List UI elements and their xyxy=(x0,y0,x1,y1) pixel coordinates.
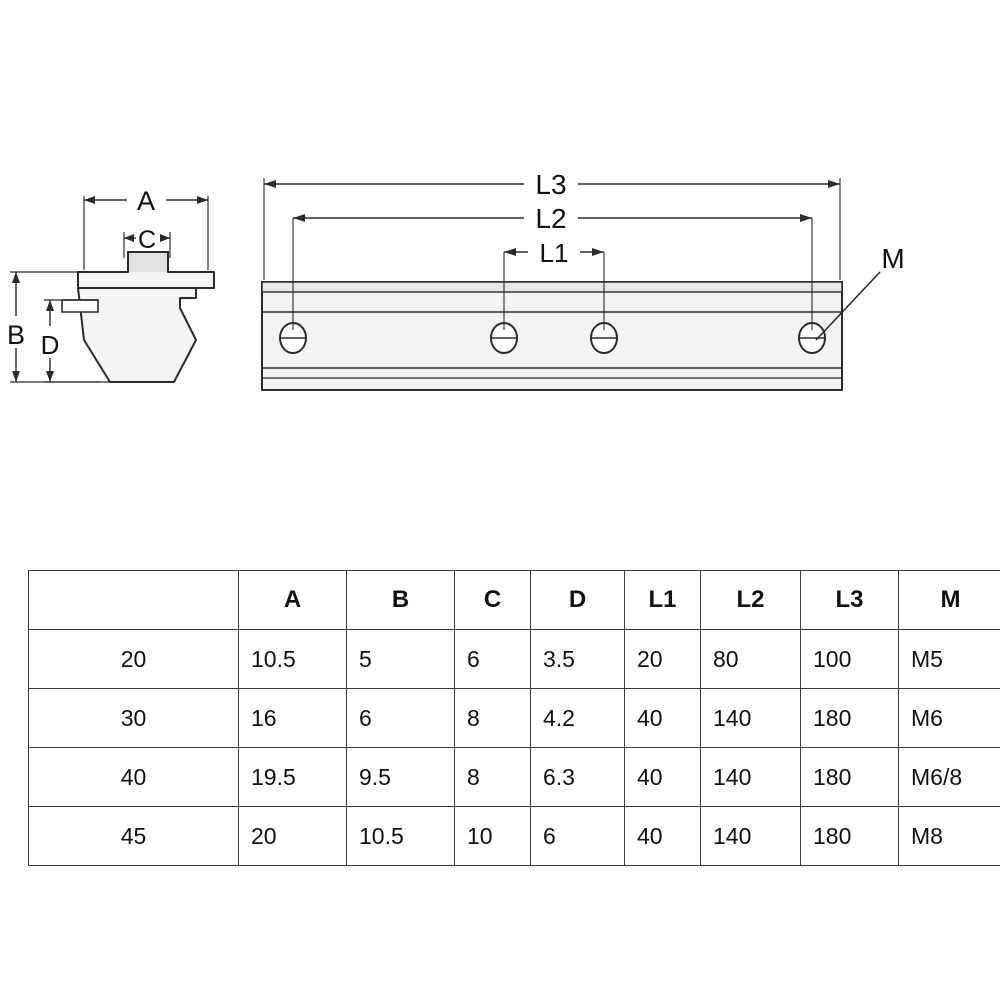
dim-l2-arrow-right xyxy=(800,214,812,222)
cell-l2: 80 xyxy=(701,630,801,689)
dim-d-arrow-bottom xyxy=(46,371,54,382)
table-row xyxy=(29,689,1000,748)
cell-d: 6 xyxy=(531,807,625,866)
cell-c: 8 xyxy=(455,689,531,748)
dim-l3-label: L3 xyxy=(535,169,567,200)
callout-m-label: M xyxy=(881,243,905,274)
cell-m: M5 xyxy=(899,630,1000,689)
cell-m: M6/8 xyxy=(899,748,1000,807)
cell-l2: 140 xyxy=(701,689,801,748)
cell-c: 10 xyxy=(455,807,531,866)
cell-size: 30 xyxy=(29,689,239,748)
dim-l3-arrow-left xyxy=(264,180,276,188)
dim-l1-arrow-left xyxy=(504,248,516,256)
dim-a-arrow-left xyxy=(84,196,95,204)
dimension-l1 xyxy=(504,238,604,268)
cell-b: 5 xyxy=(347,630,455,689)
cell-m: M8 xyxy=(899,807,1000,866)
cell-a: 20 xyxy=(239,807,347,866)
dim-c-arrow-right xyxy=(160,234,170,242)
table-header-m: M xyxy=(899,571,1000,630)
profile-side-step xyxy=(62,300,98,312)
table-header-row xyxy=(29,571,1000,630)
table-row xyxy=(29,630,1000,689)
cell-b: 9.5 xyxy=(347,748,455,807)
cell-l1: 40 xyxy=(625,748,701,807)
table-header-size xyxy=(29,571,239,630)
cell-size: 20 xyxy=(29,630,239,689)
dimension-l3 xyxy=(264,169,840,200)
cell-m: M6 xyxy=(899,689,1000,748)
table-header-d: D xyxy=(531,571,625,630)
spec-table xyxy=(28,570,1000,866)
cell-d: 6.3 xyxy=(531,748,625,807)
rail-top-band xyxy=(262,282,842,292)
dim-b-label: B xyxy=(6,320,26,350)
cell-size: 40 xyxy=(29,748,239,807)
cell-l3: 180 xyxy=(801,748,899,807)
table-header-a: A xyxy=(239,571,347,630)
dim-b-arrow-top xyxy=(12,272,20,283)
dim-l3-arrow-right xyxy=(828,180,840,188)
table-row xyxy=(29,807,1000,866)
cell-l3: 100 xyxy=(801,630,899,689)
cell-a: 19.5 xyxy=(239,748,347,807)
table-header-l1: L1 xyxy=(625,571,701,630)
cell-a: 10.5 xyxy=(239,630,347,689)
dim-b-arrow-bottom xyxy=(12,371,20,382)
cell-a: 16 xyxy=(239,689,347,748)
cell-c: 8 xyxy=(455,748,531,807)
dim-l1-arrow-right xyxy=(592,248,604,256)
profile-top-notch xyxy=(128,252,168,272)
table-header-c: C xyxy=(455,571,531,630)
table-header-l3: L3 xyxy=(801,571,899,630)
cell-d: 4.2 xyxy=(531,689,625,748)
dim-l2-arrow-left xyxy=(293,214,305,222)
cell-b: 10.5 xyxy=(347,807,455,866)
cell-l3: 180 xyxy=(801,807,899,866)
cell-l3: 180 xyxy=(801,689,899,748)
side-view xyxy=(262,169,905,390)
dim-l2-label: L2 xyxy=(535,203,567,234)
cross-section-view xyxy=(7,186,214,382)
cell-c: 6 xyxy=(455,630,531,689)
table-row xyxy=(29,748,1000,807)
table-header-b: B xyxy=(347,571,455,630)
cell-l1: 40 xyxy=(625,689,701,748)
dim-d-label: D xyxy=(40,330,60,360)
cell-l2: 140 xyxy=(701,807,801,866)
cell-l1: 20 xyxy=(625,630,701,689)
cell-l1: 40 xyxy=(625,807,701,866)
cell-size: 45 xyxy=(29,807,239,866)
table-header-l2: L2 xyxy=(701,571,801,630)
cell-d: 3.5 xyxy=(531,630,625,689)
dim-c-arrow-left xyxy=(124,234,134,242)
dimension-l2 xyxy=(293,203,812,234)
dim-c-label: C xyxy=(137,226,157,254)
dim-a-arrow-right xyxy=(197,196,208,204)
cell-l2: 140 xyxy=(701,748,801,807)
dim-l1-label: L1 xyxy=(539,238,569,268)
dim-a-label: A xyxy=(136,186,156,216)
dim-d-arrow-top xyxy=(46,300,54,311)
rail-body xyxy=(262,282,842,390)
cell-b: 6 xyxy=(347,689,455,748)
